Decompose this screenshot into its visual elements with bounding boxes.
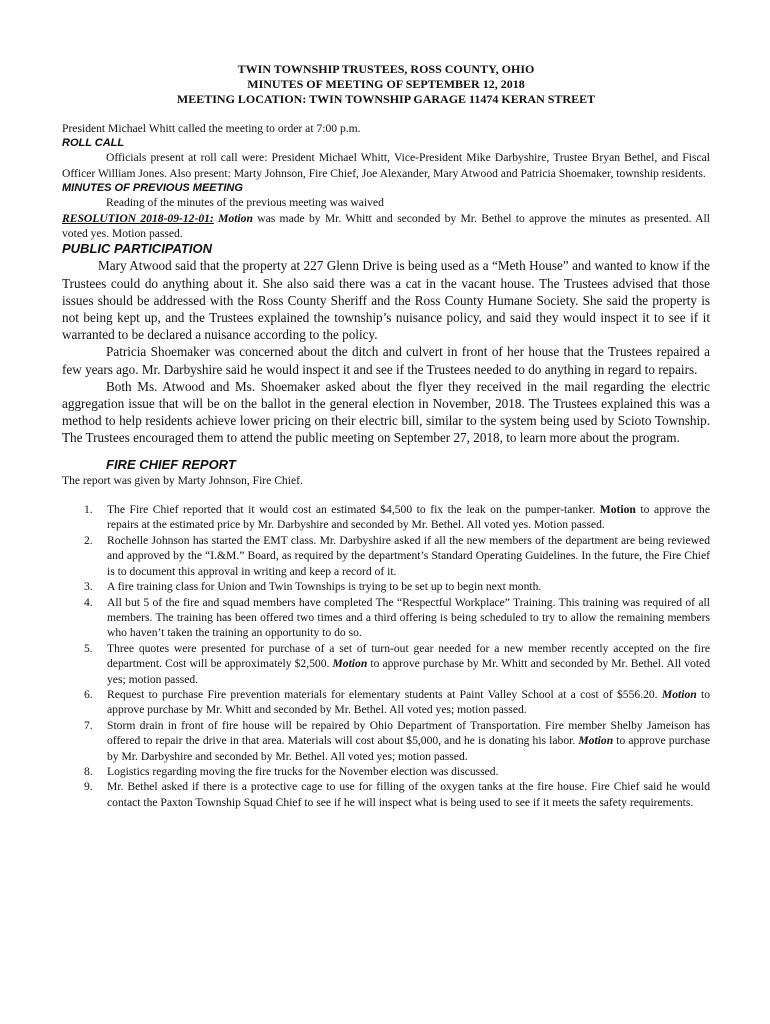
item-text: Three quotes were presented for purchase of a set of turn-out gear needed for a new member recently accepted on the fire department. Cost will be approximately $2,500.: [107, 641, 710, 671]
list-item: [62, 533, 710, 579]
list-item: [62, 718, 710, 764]
list-item: [62, 764, 710, 779]
item-number: 9.: [84, 780, 93, 794]
item-number: 8.: [84, 764, 93, 778]
list-item: [62, 779, 710, 810]
item-text-after: to approve purchase by Mr. Whitt and seconded by Mr. Bethel. All voted yes; motion passed.: [107, 657, 710, 686]
item-text: A fire training class for Union and Twin Townships is trying to be set up to begin next month.: [107, 580, 542, 594]
item-number: 2.: [84, 533, 93, 547]
item-text: Mr. Bethel asked if there is a protective cage to use for filling of the oxygen tanks at the fire house. Fire Chief said he would contact the Paxton Township Squad Chief to see if he will inspect what is being used to see if it meets the safety requirements.: [107, 780, 710, 809]
resolution-label: RESOLUTION 2018-09-12-01:: [62, 211, 214, 225]
public-paragraph-1: Mary Atwood said that the property at 227 Glenn Drive is being used as a “Meth House” and wanted to know if the Trustees could do anything about it. She also said there was a cat in the vacant house. The Trustees advised that those issues should be addressed with the Ross County Sheriff and the Ross County Humane Society. She said the property is not being kept up, and the Trustees explained the township’s nuisance policy, and said they would inspect it to see if it warranted to be declared a nuisance according to the policy.: [62, 258, 710, 343]
header-line-2: MINUTES OF MEETING OF SEPTEMBER 12, 2018: [247, 77, 525, 91]
item-number: 7.: [84, 718, 93, 732]
motion-word: Motion: [332, 657, 368, 671]
list-item: [62, 595, 710, 641]
roll-call-text: Officials present at roll call were: President Michael Whitt, Vice-President Mike Darbyshire, Trustee Bryan Bethel, and Fiscal Officer William Jones. Also present: Marty Johnson, Fire Chief, Joe Alexander, Mary Atwood and Patricia Shoemaker, township residents.: [62, 151, 710, 180]
public-participation-heading: PUBLIC PARTICIPATION: [62, 241, 212, 257]
resolution-paragraph: [62, 211, 710, 242]
item-text: Logistics regarding moving the fire trucks for the November election was discussed.: [107, 764, 499, 778]
item-text: All but 5 of the fire and squad members have completed The “Respectful Workplace” Training. This training was required of all members. The training has been offered two times and a third offering is being scheduled to try to allow the remaining members who haven’t taken the training an opportunity to do so.: [107, 595, 710, 640]
item-number: 6.: [84, 687, 93, 701]
item-text: Rochelle Johnson has started the EMT class. Mr. Darbyshire asked if all the new members of the department are being reviewed and approved by the “I.&M.” Board, as required by the department’s Standard Operating Guidelines. In the future, the Fire Chief is to document this approval in writing and keep a record of it.: [107, 533, 710, 578]
motion-word: Motion: [599, 503, 636, 517]
item-text-after: to approve purchase by Mr. Darbyshire and seconded by Mr. Bethel. All voted yes; motion passed.: [107, 734, 711, 763]
list-item: [62, 641, 710, 687]
resolution-motion-word: Motion: [218, 211, 253, 225]
item-text: Storm drain in front of fire house will be repaired by Ohio Department of Transportation. Fire member Shelby Jameison has offered to repair the drive in that area. Materials will cost about $5,000, and he is donating his labor.: [107, 718, 710, 748]
motion-word: Motion: [661, 687, 697, 701]
fire-chief-heading: FIRE CHIEF REPORT: [106, 456, 236, 472]
call-to-order: President Michael Whitt called the meeting to order at 7:00 p.m.: [62, 122, 361, 135]
header-line-3: MEETING LOCATION: TWIN TOWNSHIP GARAGE 11474 KERAN STREET: [176, 92, 596, 106]
item-number: 1.: [84, 503, 93, 517]
list-item: [62, 687, 710, 718]
item-number: 3.: [84, 580, 93, 594]
document-header: [62, 62, 710, 107]
item-number: 4.: [84, 595, 93, 609]
item-text-after: to approve the repairs at the estimated price by Mr. Darbyshire and seconded by Mr. Bethel. All voted yes. Motion passed.: [107, 503, 710, 532]
header-line-1: TWIN TOWNSHIP TRUSTEES, ROSS COUNTY, OHIO: [237, 62, 535, 76]
item-text: Request to purchase Fire prevention materials for elementary students at Paint Valley School at a cost of $556.20.: [107, 687, 662, 701]
item-text: The Fire Chief reported that it would cost an estimated $4,500 to fix the leak on the pumper-tanker.: [107, 503, 600, 517]
previous-minutes-heading: MINUTES OF PREVIOUS MEETING: [62, 182, 243, 195]
item-text-after: to approve purchase by Mr. Whitt and seconded by Mr. Bethel. All voted yes; motion passed.: [107, 687, 711, 717]
fire-chief-report-list: [62, 502, 710, 810]
list-item: [62, 502, 710, 533]
fire-chief-intro: The report was given by Marty Johnson, Fire Chief.: [62, 473, 303, 487]
resolution-text: was made by Mr. Whitt and seconded by Mr. Bethel to approve the minutes as presented. All voted yes. Motion passed.: [62, 211, 710, 241]
public-paragraph-3: Both Ms. Atwood and Ms. Shoemaker asked about the flyer they received in the mail regarding the electric aggregation issue that will be on the ballot in the general election in November, 2018. The Trustees explained this was a method to help residents achieve lower pricing on their electric bill, similar to the system being used by Scioto Township. The Trustees encouraged them to attend the public meeting on September 27, 2018, to learn more about the program.: [62, 378, 710, 446]
motion-word: Motion: [578, 734, 614, 748]
previous-minutes-text: Reading of the minutes of the previous meeting was waived: [106, 196, 384, 210]
public-paragraph-2: Patricia Shoemaker was concerned about the ditch and culvert in front of her house that the Trustees repaired a few years ago. Mr. Darbyshire said he would inspect it and see if the Trustees needed to do anything in regard to repairs.: [62, 344, 710, 377]
roll-call-heading: ROLL CALL: [62, 137, 125, 150]
list-item: [62, 579, 710, 594]
item-number: 5.: [84, 641, 93, 655]
